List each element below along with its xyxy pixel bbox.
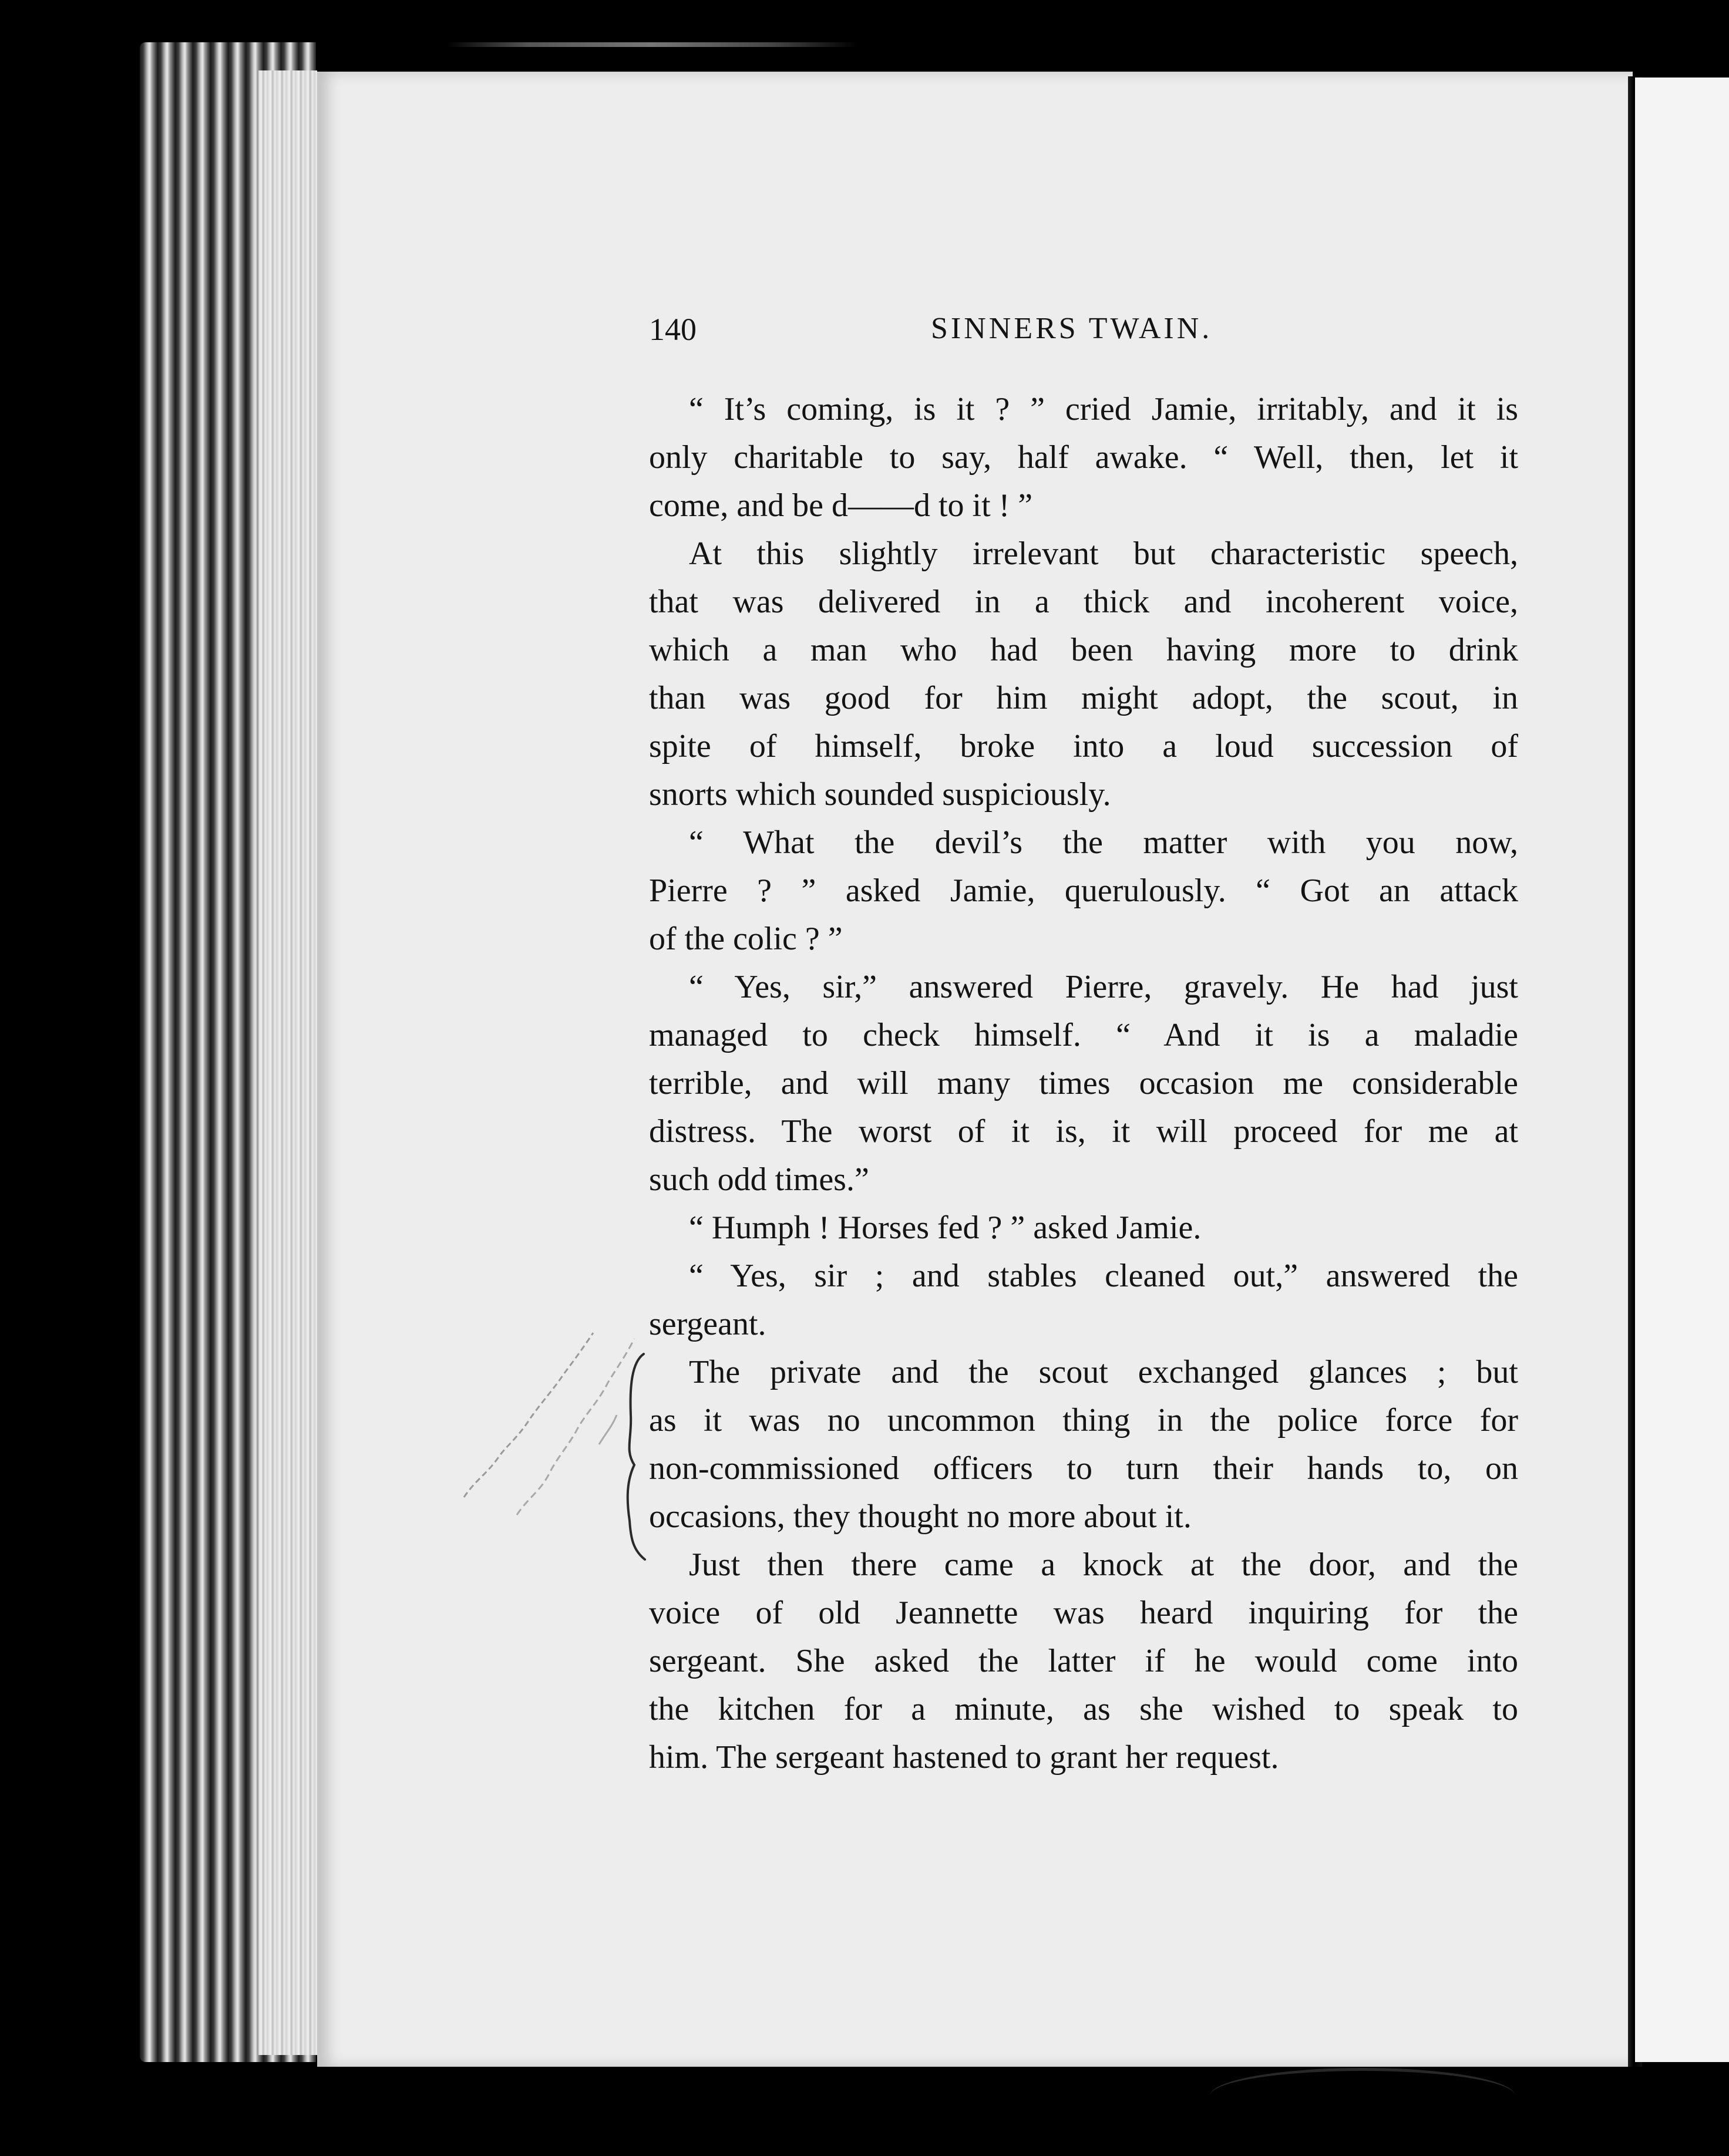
text-line: “ Humph ! Horses fed ? ” asked Jamie. — [689, 1210, 1202, 1246]
text-line: snorts which sounded suspiciously. — [649, 776, 1111, 813]
text-line: Pierre ? ” asked Jamie, querulously. “ Got an attack — [649, 872, 1518, 909]
text-line: of the colic ? ” — [649, 921, 843, 957]
text-line: such odd times.” — [649, 1161, 869, 1198]
text-line: occasions, they thought no more about it. — [649, 1498, 1192, 1535]
text-line: than was good for him might adopt, the scout, in — [649, 680, 1518, 716]
running-head — [649, 311, 1518, 358]
text-line: that was delivered in a thick and incoherent voice, — [649, 584, 1518, 620]
text-line: come, and be d——d to it ! ” — [649, 487, 1033, 524]
facing-page-edge — [1635, 78, 1729, 2062]
text-line: The private and the scout exchanged glances ; but — [689, 1354, 1518, 1390]
text-line: only charitable to say, half awake. “ Well, then, let it — [649, 439, 1518, 476]
text-line: which a man who had been having more to drink — [649, 632, 1518, 668]
text-line: “ It’s coming, is it ? ” cried Jamie, irritably, and it is — [689, 391, 1518, 427]
body-text — [649, 385, 1518, 1781]
page-number: 140 — [649, 312, 697, 347]
text-line: “ Yes, sir ; and stables cleaned out,” answered the — [689, 1258, 1518, 1294]
text-line: sergeant. She asked the latter if he would come into — [649, 1643, 1518, 1679]
page-curl-shadow — [1210, 2068, 1515, 2124]
text-line: “ What the devil’s the matter with you now, — [689, 824, 1518, 861]
text-line: managed to check himself. “ And it is a maladie — [649, 1017, 1518, 1053]
text-line: him. The sergeant hastened to grant her request. — [649, 1739, 1279, 1776]
text-line: the kitchen for a minute, as she wished to speak to — [649, 1691, 1518, 1727]
text-line: non-commissioned officers to turn their hands to, on — [649, 1450, 1518, 1487]
text-line: as it was no uncommon thing in the police force for — [649, 1402, 1518, 1439]
text-line: distress. The worst of it is, it will proceed for me at — [649, 1113, 1518, 1150]
text-line: “ Yes, sir,” answered Pierre, gravely. He had just — [689, 969, 1518, 1005]
book-title: SINNERS TWAIN. — [931, 312, 1213, 345]
text-line: spite of himself, broke into a loud succession of — [649, 728, 1518, 764]
text-line: voice of old Jeannette was heard inquiring for the — [649, 1595, 1518, 1631]
text-line: At this slightly irrelevant but characteristic speech, — [689, 535, 1518, 572]
pencil-marginal-note — [452, 1268, 646, 1532]
page-stack-highlight — [258, 70, 317, 2055]
text-line: Just then there came a knock at the door, and the — [689, 1547, 1518, 1583]
scan-edge-mark — [446, 42, 857, 47]
text-line: terrible, and will many times occasion me considerable — [649, 1065, 1518, 1101]
text-line: sergeant. — [649, 1306, 766, 1342]
